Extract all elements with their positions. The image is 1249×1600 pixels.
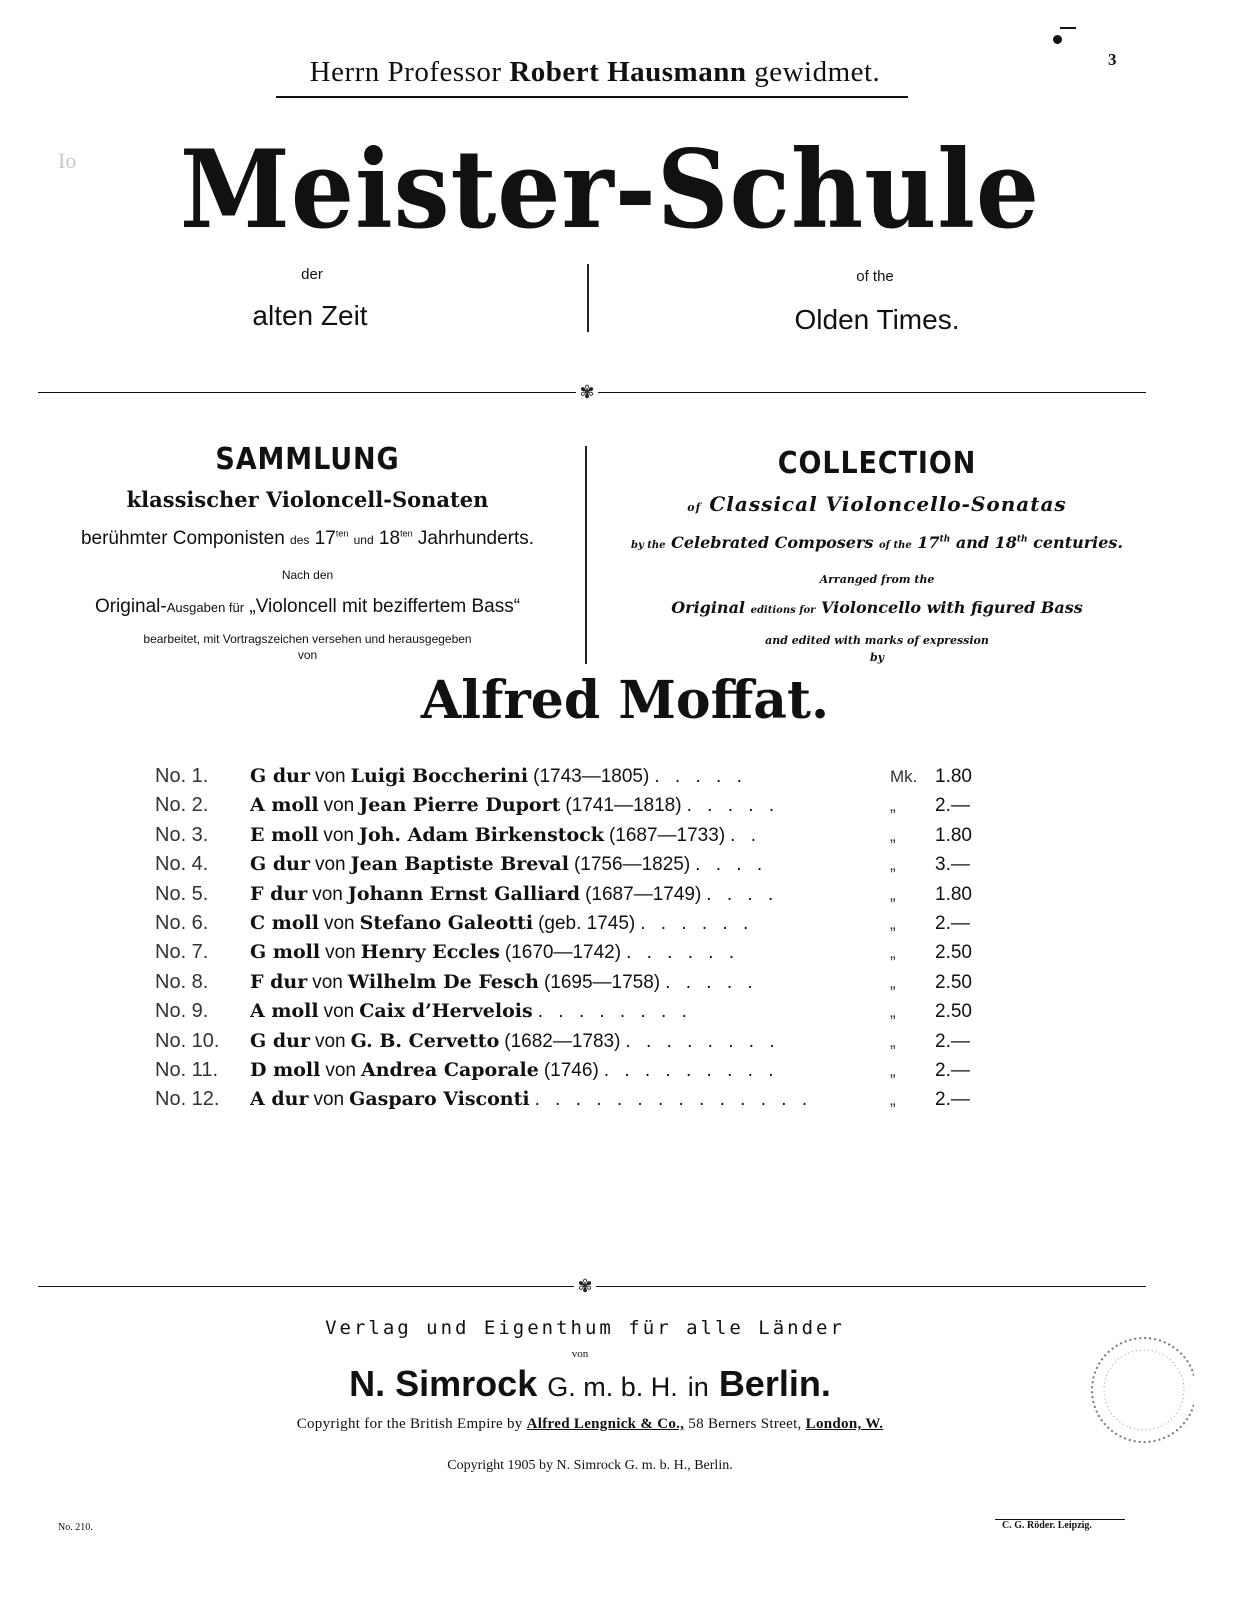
collection-heading-de: SAMMLUNG — [215, 442, 400, 477]
sonata-composer: Jean Baptiste Breval — [350, 853, 569, 876]
sonata-key: F dur — [250, 970, 308, 993]
list-item — [155, 997, 995, 1026]
sonata-von: von — [312, 883, 343, 905]
sonata-composer: Luigi Boccherini — [350, 765, 529, 787]
collection-de-line3: Nach den — [281, 568, 334, 582]
copyright-notice: Copyright 1905 by N. Simrock G. m. b. H., Berlin. — [447, 1458, 733, 1473]
sonata-composer: Johann Ernst Galliard — [347, 882, 581, 905]
sonata-composer: Caix d’Hervelois — [359, 1000, 533, 1023]
dedication-suffix: gewidmet. — [754, 56, 881, 88]
sonata-work — [250, 1085, 890, 1114]
sonata-dates: (1687—1749) — [585, 883, 702, 905]
copyright-gb-agent: Alfred Lengnick & Co., — [526, 1416, 685, 1432]
collection-de-line4: Original-Ausgaben für „Violoncell mit beziffertem Bass“ — [94, 596, 521, 617]
publisher-company: N. Simrock — [349, 1363, 538, 1404]
subtitle-de-small: der — [301, 266, 323, 283]
sonata-price: 2.— — [935, 1030, 970, 1052]
sonata-dates: (1670—1742) — [504, 942, 622, 964]
publisher-city: Berlin. — [718, 1363, 831, 1404]
sonata-von: von — [325, 942, 356, 964]
dedication-prefix: Herrn Professor — [309, 56, 502, 88]
sonata-von: von — [312, 971, 343, 993]
publisher-form: G. m. b. H. — [547, 1372, 678, 1402]
sonata-dates: (1756—1825) — [573, 854, 691, 876]
dot-leader: . . . . . . — [626, 942, 740, 964]
sonata-work — [250, 791, 890, 820]
collection-en-line4: Original editions for Violoncello with figured Bass — [671, 598, 1083, 617]
sonata-price: 3.— — [935, 854, 970, 876]
sonata-work — [250, 762, 890, 791]
publisher-name — [230, 1360, 950, 1411]
sonata-price: 2.— — [935, 795, 970, 817]
price-mark: „ — [890, 855, 896, 875]
sonata-composer: Henry Eccles — [360, 941, 500, 964]
sonata-list — [155, 762, 995, 1115]
sonata-price: 1.80 — [935, 883, 972, 905]
subtitle-en-small: of the — [856, 268, 894, 285]
sonata-composer: Wilhelm De Fesch — [347, 970, 539, 993]
sonata-number: No. 3. — [155, 823, 209, 846]
sonata-key: G moll — [250, 941, 321, 964]
sonata-von: von — [314, 1030, 346, 1052]
sonata-number: No. 5. — [155, 882, 209, 905]
sonata-composer: Stefano Galeotti — [359, 911, 534, 934]
list-item — [155, 880, 995, 909]
dot-leader: . . . . . . . . — [537, 1001, 692, 1023]
sonata-key: A moll — [250, 1000, 319, 1023]
sonata-price: 2.50 — [935, 971, 972, 993]
dedication — [280, 54, 910, 90]
sonata-key: G dur — [250, 1029, 310, 1052]
sonata-number: No. 7. — [155, 941, 209, 964]
list-item — [155, 1085, 995, 1114]
printer-credit: C. G. Röder. Leipzig. — [1002, 1520, 1092, 1531]
list-item — [155, 968, 995, 997]
collection-de-line2: berühmter Componisten des $17^{ten}$ und $18^{ten}$ Jahrhunderts. — [80, 528, 535, 549]
sonata-work — [250, 1027, 890, 1056]
collection-en-line3: Arranged from the — [819, 573, 935, 586]
sonata-number: No. 8. — [155, 970, 209, 993]
sonata-dates: (1687—1733) — [608, 824, 726, 846]
sonata-number: No. 10. — [155, 1029, 220, 1052]
list-item — [155, 791, 995, 820]
sonata-work — [250, 850, 890, 879]
collection-en-line2: by the Celebrated Composers of the 17th and 18th centuries. — [631, 533, 1123, 552]
list-item — [155, 938, 995, 967]
sonata-work — [250, 909, 890, 938]
sonata-number: No. 2. — [155, 794, 209, 817]
sonata-von: von — [323, 795, 355, 817]
list-item — [155, 1027, 995, 1056]
sonata-price: 2.50 — [935, 1001, 972, 1023]
sonata-key: G dur — [250, 853, 310, 876]
sonata-work — [250, 821, 890, 850]
column-divider-middle — [585, 446, 587, 664]
collection-de-line6: von — [297, 648, 318, 662]
sonata-number: No. 11. — [155, 1058, 218, 1081]
sonata-key: E moll — [250, 823, 319, 846]
dot-leader: . . . . — [706, 883, 779, 905]
price-mark: „ — [890, 1060, 896, 1080]
copyright-british-empire — [160, 1416, 1020, 1433]
sonata-dates: (geb. 1745) — [538, 912, 636, 934]
sonata-key: C moll — [250, 911, 319, 934]
collection-de-line1: klassischer Violoncell-Sonaten — [126, 487, 489, 512]
sonata-von: von — [323, 1001, 355, 1023]
list-item — [155, 762, 995, 791]
dot-leader: . . . . . . . . . . . . . . — [534, 1089, 813, 1111]
dot-leader: . . . . . . — [640, 912, 754, 934]
sonata-number: No. 9. — [155, 1000, 209, 1023]
sonata-number: No. 4. — [155, 853, 209, 876]
copyright-gb-city: London, W. — [805, 1416, 884, 1432]
sonata-dates: (1682—1783) — [504, 1030, 621, 1052]
subtitle-de-main: alten Zeit — [252, 300, 368, 331]
price-mark: „ — [890, 943, 896, 963]
sonata-von: von — [323, 824, 354, 846]
column-divider-top — [587, 264, 589, 332]
sonata-von: von — [325, 1059, 356, 1081]
collection-en-line1: of Classical Violoncello-Sonatas — [687, 492, 1067, 516]
price-mark: „ — [890, 796, 896, 816]
sonata-price: 2.50 — [935, 942, 972, 964]
library-mark: Io — [58, 148, 77, 173]
ink-mark — [1060, 27, 1076, 29]
sonata-von: von — [314, 854, 346, 876]
sonata-key: G dur — [250, 765, 310, 787]
sonata-price: 1.80 — [935, 766, 972, 787]
price-mark: „ — [890, 913, 896, 933]
price-mark: „ — [890, 1002, 896, 1022]
sonata-dates: (1695—1758) — [543, 971, 661, 993]
main-title: Meister-Schule — [179, 127, 1041, 253]
publisher-von: von — [571, 1348, 589, 1360]
flower-ornament-icon: ✾ — [574, 1275, 596, 1297]
price-mark: „ — [890, 884, 896, 904]
sonata-work — [250, 997, 890, 1026]
sonata-work — [250, 1056, 890, 1085]
sonata-von: von — [323, 912, 355, 934]
list-item — [155, 821, 995, 850]
sonata-composer: Jean Pierre Duport — [359, 794, 561, 817]
editor-name: Alfred Moffat. — [420, 670, 830, 731]
sonata-composer: Joh. Adam Birkenstock — [358, 823, 604, 846]
sonata-key: D moll — [250, 1058, 321, 1081]
sonata-composer: G. B. Cervetto — [350, 1029, 500, 1052]
sonata-number: No. 6. — [155, 911, 209, 934]
dedication-underline — [276, 96, 908, 98]
sonata-work — [250, 968, 890, 997]
plate-number: No. 210. — [58, 1522, 93, 1533]
dot-leader: . . — [730, 824, 761, 846]
sonata-composer: Gasparo Visconti — [349, 1088, 530, 1111]
collection-en-line5: and edited with marks of expression — [765, 634, 989, 647]
price-mark: Mk. — [890, 767, 918, 786]
collection-en-line6: by — [869, 651, 885, 664]
price-mark: „ — [890, 825, 896, 845]
sonata-dates: (1741—1818) — [565, 795, 682, 817]
ink-spot — [1053, 35, 1062, 44]
sonata-key: F dur — [250, 882, 308, 905]
sonata-number: No. 12. — [155, 1088, 220, 1111]
dedication-name: Robert Hausmann — [509, 56, 747, 88]
sonata-von: von — [314, 766, 346, 787]
sonata-price: 2.— — [935, 912, 970, 934]
price-mark: „ — [890, 1090, 896, 1110]
sonata-price: 2.— — [935, 1059, 970, 1081]
collection-heading-en: COLLECTION — [777, 446, 977, 481]
sonata-number: No. 1. — [155, 765, 209, 787]
sonata-dates: (1743—1805) — [533, 766, 650, 787]
list-item — [155, 1056, 995, 1085]
list-item — [155, 909, 995, 938]
subtitle-en-main: Olden Times. — [794, 304, 960, 335]
sonata-von: von — [313, 1089, 345, 1111]
sonata-work — [250, 938, 890, 967]
publisher-rights: Verlag und Eigenthum für alle Länder — [325, 1317, 845, 1339]
dot-leader: . . . . . . . . . — [603, 1059, 779, 1081]
sonata-key: A moll — [250, 794, 319, 817]
price-mark: „ — [890, 972, 896, 992]
list-item — [155, 850, 995, 879]
sonata-key: A dur — [250, 1088, 309, 1111]
sonata-dates: (1746) — [543, 1059, 599, 1081]
sonata-composer: Andrea Caporale — [360, 1058, 539, 1081]
page-number: 3 — [1108, 50, 1117, 69]
library-stamp-icon — [1074, 1330, 1194, 1450]
price-mark: „ — [890, 1031, 896, 1051]
flower-ornament-icon: ✾ — [576, 381, 598, 403]
dot-leader: . . . . . — [686, 795, 780, 817]
copyright-gb-prefix: Copyright for the British Empire by — [296, 1416, 523, 1432]
copyright-gb-address: 58 Berners Street, — [688, 1416, 802, 1432]
dot-leader: . . . . . — [654, 766, 747, 787]
sonata-price: 2.— — [935, 1089, 970, 1111]
dot-leader: . . . . . — [665, 971, 758, 993]
dot-leader: . . . . . . . . — [625, 1030, 780, 1052]
collection-de-line5: bearbeitet, mit Vortragszeichen versehen und herausgegeben — [143, 632, 472, 646]
dot-leader: . . . . — [695, 854, 768, 876]
sonata-work — [250, 880, 890, 909]
publisher-in: in — [687, 1372, 709, 1402]
sonata-price: 1.80 — [935, 824, 972, 846]
